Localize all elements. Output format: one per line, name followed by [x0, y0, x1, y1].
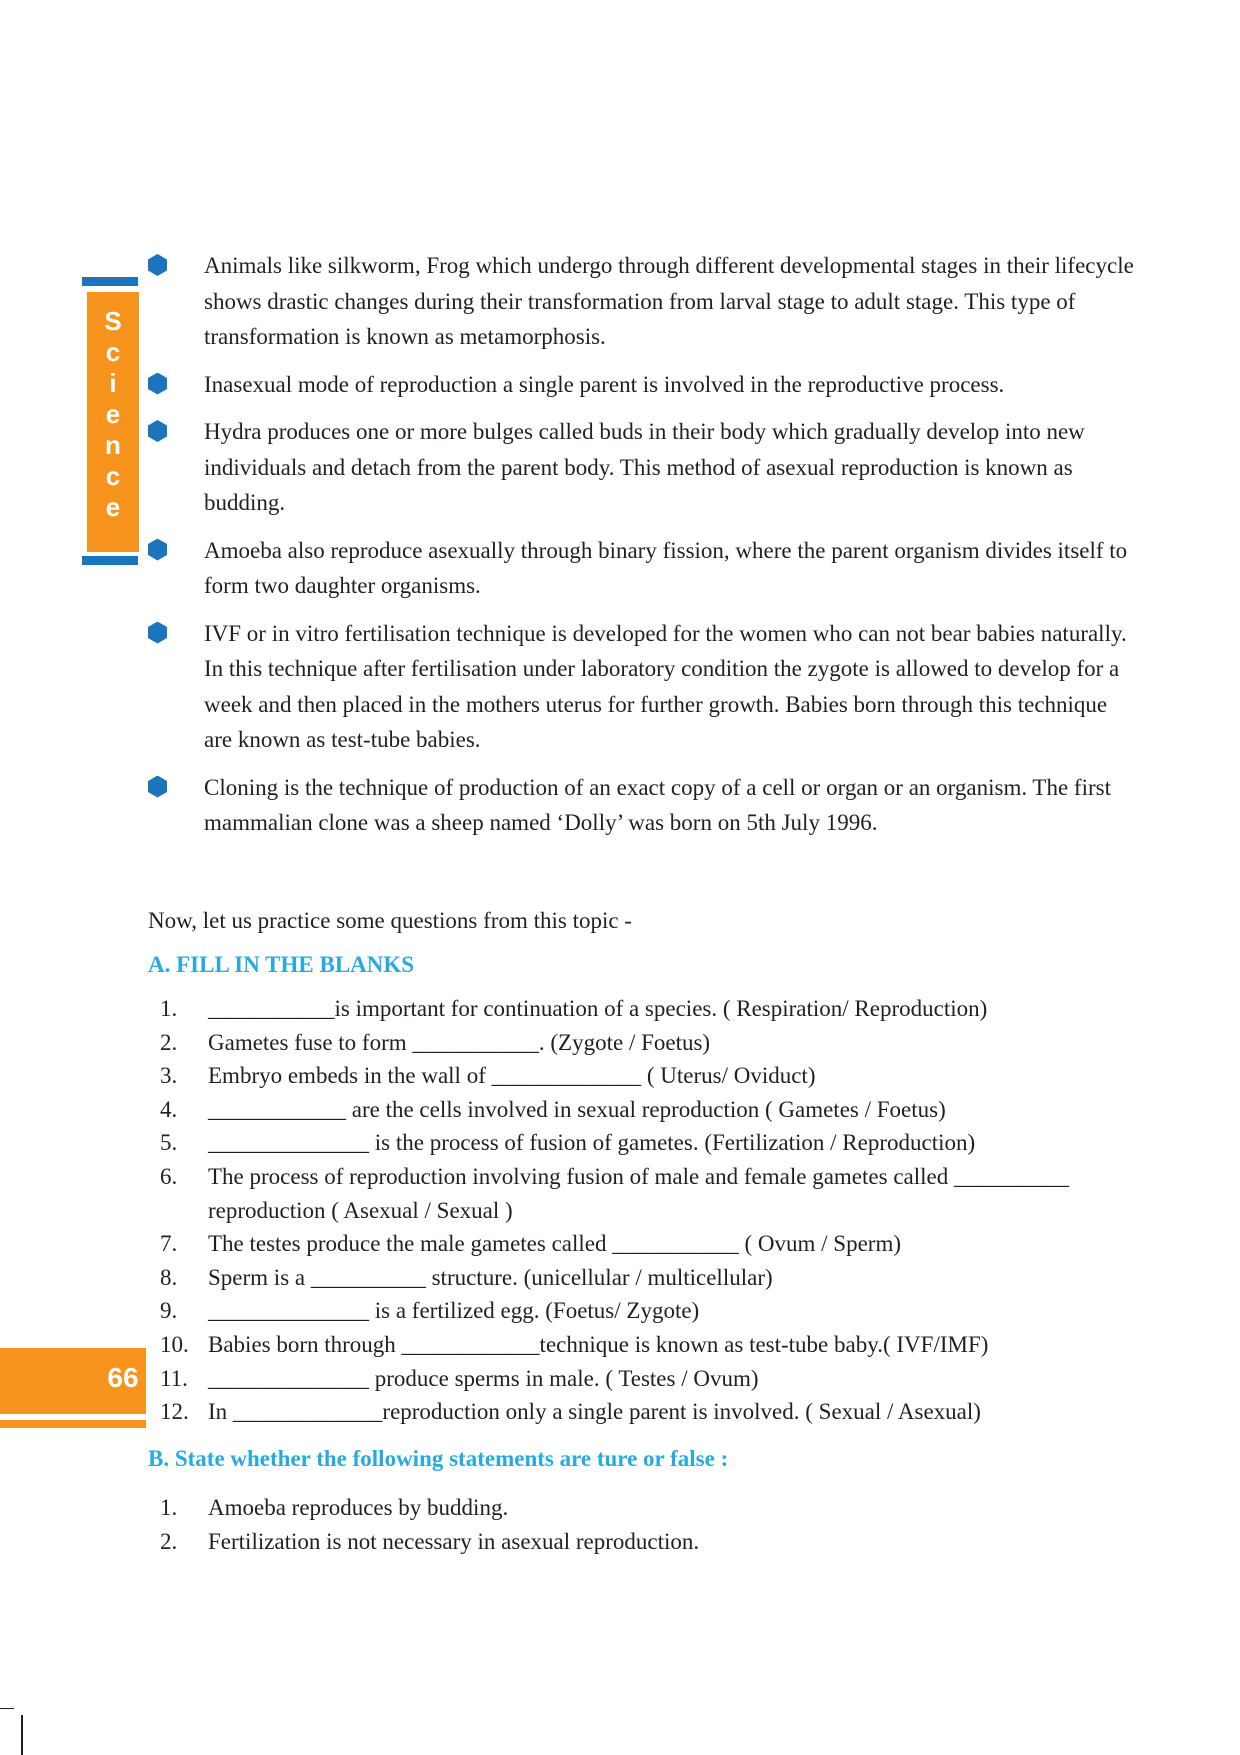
side-letter: S [104, 306, 122, 336]
question-item [148, 1126, 1138, 1160]
question-text: Gametes fuse to form ___________. (Zygote / Foetus) [208, 1029, 711, 1055]
question-number: 10. [160, 1331, 189, 1357]
question-text: ____________ are the cells involved in sexual reproduction ( Gametes / Foetus) [208, 1096, 946, 1122]
section-b-title: B. State whether the following statements are ture or false : [148, 1446, 729, 1471]
question-text: Sperm is a __________ structure. (unicellular / multicellular) [208, 1264, 773, 1290]
question-item [148, 1328, 1138, 1362]
question-number: 1. [160, 1495, 178, 1520]
question-text: ______________ is the process of fusion of gametes. (Fertilization / Reproduction) [208, 1130, 976, 1156]
question-item [148, 1026, 1138, 1060]
question-number: 8. [160, 1264, 178, 1290]
question-item [148, 1362, 1138, 1396]
bullet-text: Hydra produces one or more bulges called buds in their body which gradually develop into new individuals and detach from the parent body. This method of asexual reproduction is known as budding. [204, 419, 1085, 515]
page-number-underline [0, 1420, 146, 1428]
bullet-text: Animals like silkworm, Frog which undergo through different developmental stages in their lifecycle shows drastic changes during their transformation from larval stage to adult stage. This type of transformation is known as metamorphosis. [204, 253, 1134, 349]
summary-bullet [148, 616, 1138, 758]
question-text: Embryo embeds in the wall of _____________ ( Uterus/ Oviduct) [208, 1063, 816, 1089]
crop-mark [21, 1715, 23, 1755]
question-text: Fertilization is not necessary in asexual reproduction. [208, 1528, 700, 1554]
question-item [148, 992, 1138, 1026]
question-item [148, 1261, 1138, 1295]
hexagon-bullet-icon [148, 420, 167, 442]
question-number: 3. [160, 1063, 178, 1089]
subject-side-label [87, 306, 139, 523]
question-number: 11. [160, 1365, 188, 1391]
hexagon-bullet-icon [148, 254, 167, 276]
side-letter: n [105, 430, 121, 460]
question-number: 12. [160, 1399, 189, 1425]
question-number: 6. [160, 1163, 178, 1189]
summary-bullet [148, 367, 1138, 403]
question-number: 1. [160, 996, 178, 1021]
summary-bullet [148, 414, 1138, 521]
practice-intro: Now, let us practice some questions from this topic - [148, 908, 632, 933]
side-letter: e [105, 492, 121, 522]
question-number: 9. [160, 1298, 178, 1324]
summary-bullet-list [148, 248, 1138, 853]
side-letter: c [105, 337, 121, 367]
question-text: ___________is important for continuation of a species. ( Respiration/ Reproduction) [208, 996, 988, 1021]
bullet-text: Amoeba also reproduce asexually through binary fission, where the parent organism divides itself to form two daughter organisms. [204, 537, 1128, 598]
question-item [148, 1294, 1138, 1328]
side-tab-bottom-bar [82, 556, 138, 565]
hexagon-bullet-icon [148, 622, 167, 644]
question-item [148, 1525, 1138, 1559]
true-false-list [148, 1491, 1138, 1558]
question-number: 2. [160, 1528, 178, 1554]
hexagon-bullet-icon [148, 373, 167, 395]
summary-bullet [148, 770, 1138, 841]
question-text: ______________ produce sperms in male. ( Testes / Ovum) [208, 1365, 759, 1391]
summary-bullet [148, 248, 1138, 355]
question-number: 5. [160, 1130, 178, 1156]
crop-mark [0, 1708, 14, 1709]
question-item [148, 1093, 1138, 1127]
question-number: 4. [160, 1096, 178, 1122]
hexagon-bullet-icon [148, 776, 167, 798]
side-letter: c [105, 461, 121, 491]
question-text: Amoeba reproduces by budding. [208, 1495, 509, 1520]
hexagon-bullet-icon [148, 539, 167, 561]
question-item [148, 1491, 1138, 1525]
fill-in-blanks-list [148, 992, 1138, 1429]
side-letter: e [105, 399, 121, 429]
question-text: ______________ is a fertilized egg. (Foetus/ Zygote) [208, 1298, 700, 1324]
page-number: 66 [107, 1362, 139, 1393]
question-text: The process of reproduction involving fusion of male and female gametes called __________ reproduction ( Asexual / Sexual ) [208, 1163, 1069, 1223]
question-number: 7. [160, 1231, 178, 1257]
bullet-text: Cloning is the technique of production of an exact copy of a cell or organ or an organism. The first mammalian clone was a sheep named ‘Dolly’ was born on 5th July 1996. [204, 774, 1111, 835]
bullet-text: Inasexual mode of reproduction a single parent is involved in the reproductive process. [204, 371, 1005, 397]
question-text: Babies born through ____________technique is known as test-tube baby.( IVF/IMF) [208, 1331, 989, 1357]
question-item [148, 1395, 1138, 1429]
summary-bullet [148, 533, 1138, 604]
side-letter: i [109, 368, 117, 398]
section-a-title: A. FILL IN THE BLANKS [148, 952, 415, 977]
question-item [148, 1160, 1138, 1227]
bullet-text: IVF or in vitro fertilisation technique is developed for the women who can not bear babies naturally. In this technique after fertilisation under laboratory condition the zygote is allowed to develop for a week and then placed in the mothers uterus for further growth. Babies born through this technique are known as test-tube babies. [204, 620, 1127, 752]
question-text: In _____________reproduction only a single parent is involved. ( Sexual / Asexual) [208, 1399, 981, 1425]
question-item [148, 1059, 1138, 1093]
side-tab-top-bar [82, 277, 138, 286]
question-item [148, 1227, 1138, 1261]
question-number: 2. [160, 1029, 178, 1055]
question-text: The testes produce the male gametes called ___________ ( Ovum / Sperm) [208, 1231, 901, 1257]
